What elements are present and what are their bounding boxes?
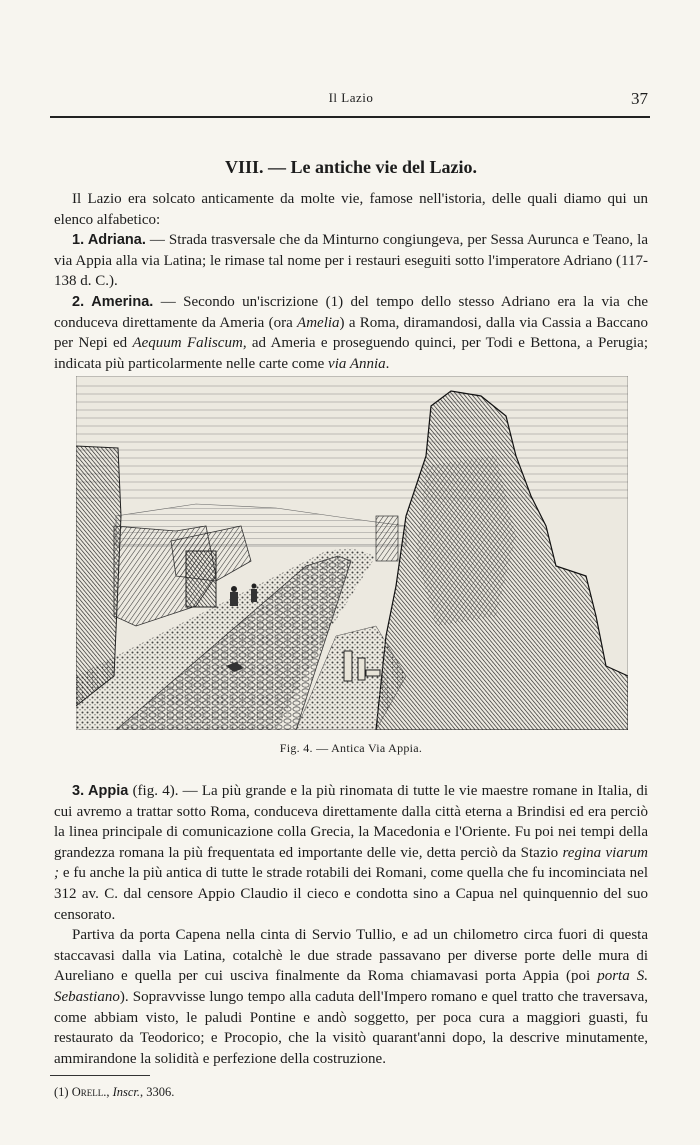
entry-italic: via Annia [328,355,386,372]
entry-italic: regina viarum ; [54,844,648,882]
entry-text: , ad Ameria e proseguendo quinci, per Todi e Bettona, a Perugia; indicata più particolarmente nelle carte come [54,335,649,372]
distant-tower [376,516,398,561]
appia-paragraph-2 [54,925,648,1069]
running-header [54,90,648,110]
page-number: 37 [631,89,648,108]
tomb-doorway [186,551,216,607]
entry-italic: Amelia [297,314,340,331]
engraving-illustration [76,376,628,730]
entry-text: — Strada trasversale che da Minturno congiungeva, per Sessa Aurunca e Teano, la via Appia alla via Latina; le rimase tal nome per i restauri eseguiti sotto l'imperatore Adriano (117-138 d. C.). [54,232,648,290]
entry-amerina [54,292,648,374]
entry-label: 3. Appia [72,783,129,799]
entry-appia [54,781,648,925]
entry-label: 2. Amerina. [72,293,154,310]
paragraph-italic: porta S. Sebastiano [54,968,648,1005]
section-title [54,157,648,178]
entry-text: — Secondo un'iscrizione (1) del tempo dello stesso Adriano era la via che conduceva direttamente da Ameria (ora [54,293,648,331]
entry-adriana [54,230,648,292]
book-page [54,0,648,1145]
paragraph-text: ). Sopravvisse lungo tempo alla caduta dell'Impero romano e quel tratto che traversava, come abbiam visto, le paludi Pontine e andò soggetto, per poca cura a maggiori guasti, fu restaurato da Teodorico; e Procopio, che la visitò quarant'anni dopo, la descrive minutamente, ammirandone la solidità e perfezione della costruzione. [54,988,648,1067]
intro-paragraph: Il Lazio era solcato anticamente da molte vie, famose nell'istoria, delle quali diamo qui un elenco alfabetico: [54,191,648,228]
footnote [54,1085,174,1100]
figure-caption: Fig. 4. — Antica Via Appia. [279,741,423,755]
entry-text: e fu anche la più antica di tutte le strade rotabili dei Romani, come quella che fu incominciata nel 312 av. C. dal censore Appio Claudio il cieco e condotta sino a Capua nel quinquennio del suo censorato. [54,865,648,923]
entry-text: ) a Roma, diramandosi, dalla via Cassia a Baccano per Nepi ed [54,314,648,352]
footnote-author: Orell. [71,1085,107,1099]
figure-person-body [251,589,257,602]
fallen-block [366,670,380,676]
header-rule [50,116,650,118]
running-title: Il Lazio [328,90,374,105]
broken-column [344,651,352,681]
entry-text: . [385,355,390,372]
footnote-number: (1) [54,1085,72,1099]
section-title-text: VIII. — Le antiche vie del Lazio. [225,157,477,177]
entry-text: (fig. 4). — La più grande e la più rinomata di tutte le vie maestre romane in Italia, di cui avremo a trattar sotto Roma, conduceva direttamente dalla città eterna a Brindisi ed era perciò la linea principale di comunicazione colla Grecia, la Macedonia e l'Oriente. Fu poi nei tempi della grandezza romana la più frequentata ed importante delle vie, detta perciò da Stazio [54,783,648,861]
footnote-reference: , 3306. [140,1085,175,1099]
text-block-bottom [54,781,648,1069]
footnote-separator: , [106,1085,113,1099]
broken-column [358,658,365,680]
footnote-rule [50,1075,150,1076]
entry-label: 1. Adriana. [72,232,146,249]
paragraph-text: Partiva da porta Capena nella cinta di Servio Tullio, e ad un chilometro circa fuori di questa staccavasi dalla via Latina, cotalchè le due strade passavano per diverse porte delle mura di Aureliano e quella per cui usciva finalmente da Roma chiamavasi porta Appia (poi [54,927,648,985]
entry-italic: Aequum Faliscum [132,335,243,352]
figure-person-body [230,592,238,606]
footnote-work: Inscr. [112,1085,141,1099]
figure-person [231,586,237,592]
figure-person [252,584,257,589]
text-block-top [54,189,648,374]
